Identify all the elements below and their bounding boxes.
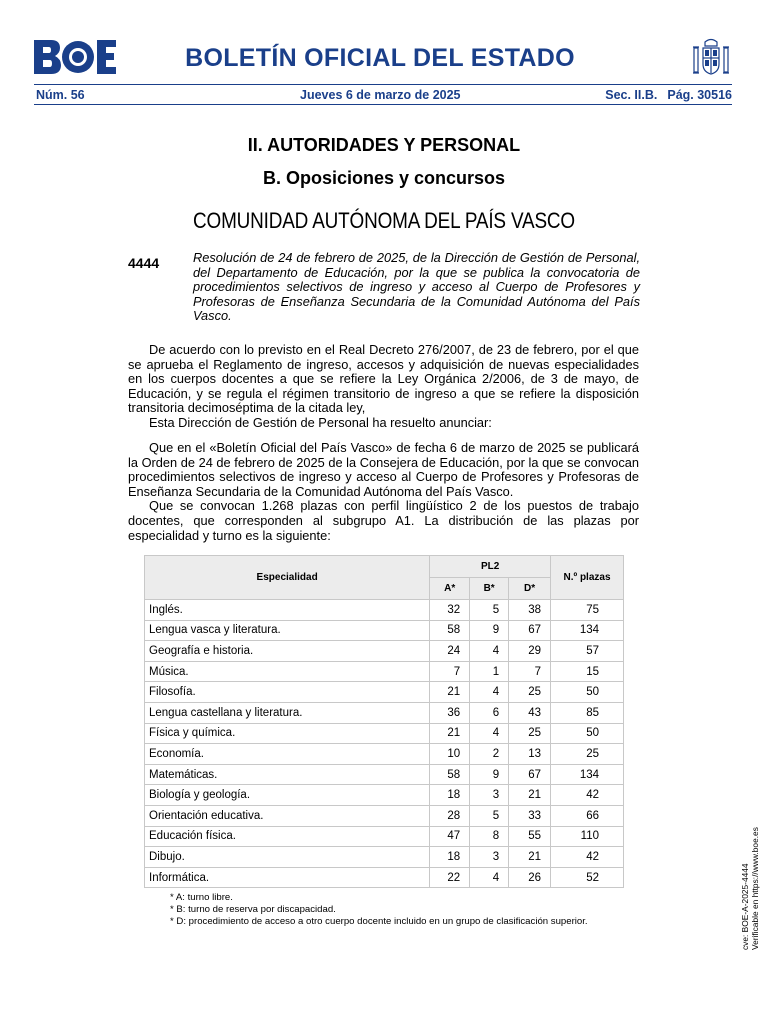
coat-of-arms-icon — [690, 38, 732, 80]
cell-especialidad: Lengua castellana y literatura. — [145, 702, 430, 723]
cell-especialidad: Física y química. — [145, 723, 430, 744]
cell-b: 3 — [470, 847, 509, 868]
cell-total: 134 — [551, 764, 624, 785]
cell-especialidad: Economía. — [145, 744, 430, 765]
header-a: A* — [430, 578, 470, 600]
cell-d: 26 — [509, 867, 551, 888]
cell-b: 3 — [470, 785, 509, 806]
cell-especialidad: Orientación educativa. — [145, 805, 430, 826]
body-block-2 — [128, 441, 639, 543]
section-page — [605, 88, 732, 102]
cell-d: 25 — [509, 682, 551, 703]
cell-d: 67 — [509, 764, 551, 785]
cell-a: 22 — [430, 867, 470, 888]
cell-b: 9 — [470, 764, 509, 785]
cell-total: 85 — [551, 702, 624, 723]
cell-total: 66 — [551, 805, 624, 826]
verify-link[interactable]: Verificable en https://www.boe.es — [750, 827, 760, 950]
table-row — [145, 867, 624, 888]
cell-b: 9 — [470, 620, 509, 641]
table-row — [145, 744, 624, 765]
cell-b: 5 — [470, 805, 509, 826]
cve-sidebar — [740, 827, 760, 950]
cell-b: 4 — [470, 682, 509, 703]
community-title: COMUNIDAD AUTÓNOMA DEL PAÍS VASCO — [193, 208, 575, 233]
cell-b: 6 — [470, 702, 509, 723]
cell-d: 13 — [509, 744, 551, 765]
cell-total: 110 — [551, 826, 624, 847]
cell-especialidad: Dibujo. — [145, 847, 430, 868]
cell-a: 24 — [430, 641, 470, 662]
cell-especialidad: Inglés. — [145, 600, 430, 621]
cell-especialidad: Filosofía. — [145, 682, 430, 703]
boe-logo — [34, 40, 116, 74]
header-pl2: PL2 — [430, 556, 551, 578]
cell-a: 28 — [430, 805, 470, 826]
cell-a: 58 — [430, 764, 470, 785]
cell-d: 67 — [509, 620, 551, 641]
cell-a: 36 — [430, 702, 470, 723]
issue-date: Jueves 6 de marzo de 2025 — [300, 88, 461, 102]
table-row — [145, 826, 624, 847]
cell-d: 21 — [509, 847, 551, 868]
table-row — [145, 620, 624, 641]
cell-total: 52 — [551, 867, 624, 888]
cell-b: 4 — [470, 641, 509, 662]
header-rule-bottom — [34, 104, 732, 105]
note: * A: turno libre. — [170, 892, 233, 903]
table-row — [145, 702, 624, 723]
header-rule-top — [34, 84, 732, 85]
cell-total: 134 — [551, 620, 624, 641]
cell-total: 15 — [551, 661, 624, 682]
cell-d: 55 — [509, 826, 551, 847]
note: * B: turno de reserva por discapacidad. — [170, 904, 336, 915]
body-block-1 — [128, 343, 639, 431]
paragraph: Esta Dirección de Gestión de Personal ha resuelto anunciar: — [149, 414, 492, 430]
plazas-table-body — [145, 600, 624, 888]
header-b: B* — [470, 578, 509, 600]
cell-especialidad: Informática. — [145, 867, 430, 888]
cell-total: 50 — [551, 682, 624, 703]
paragraph: Que en el «Boletín Oficial del País Vasco» de fecha 6 de marzo de 2025 se publicará la Orden de 24 de febrero de 2025 de la Consejera de Educación, por la que se convocan procedimientos selectivos de ingreso y acceso al Cuerpo de Profesores y Profesoras de Enseñanza Secundaria de la Comunidad Autónoma del País Vasco. — [128, 440, 639, 499]
table-row — [145, 600, 624, 621]
cve-code: cve: BOE-A-2025-4444 — [740, 863, 750, 950]
cell-especialidad: Geografía e historia. — [145, 641, 430, 662]
section-label: Sec. II.B. — [605, 88, 658, 102]
page-label: Pág. 30516 — [667, 88, 732, 102]
cell-a: 18 — [430, 785, 470, 806]
plazas-table — [144, 555, 624, 888]
cell-total: 50 — [551, 723, 624, 744]
section-title: II. AUTORIDADES Y PERSONAL — [247, 135, 521, 155]
cell-d: 25 — [509, 723, 551, 744]
cell-a: 32 — [430, 600, 470, 621]
cell-d: 29 — [509, 641, 551, 662]
cell-a: 18 — [430, 847, 470, 868]
table-row — [145, 661, 624, 682]
cell-especialidad: Matemáticas. — [145, 764, 430, 785]
cell-a: 7 — [430, 661, 470, 682]
paragraph: De acuerdo con lo previsto en el Real Decreto 276/2007, de 23 de febrero, por el que se aprueba el Reglamento de ingreso, accesos y adquisición de nuevas especialidades en los cuerpos docentes a que se refiere la Ley Orgánica 2/2006, de 3 de mayo, de Educación, y se regula el régimen transitorio de ingreso a que se refiere la disposición transitoria decimoséptima de la citada ley, — [128, 342, 639, 416]
cell-total: 42 — [551, 847, 624, 868]
cell-total: 75 — [551, 600, 624, 621]
cell-a: 47 — [430, 826, 470, 847]
table-notes — [170, 892, 588, 928]
header-especialidad: Especialidad — [145, 556, 430, 600]
cell-b: 4 — [470, 723, 509, 744]
header-d: D* — [509, 578, 551, 600]
cell-total: 25 — [551, 744, 624, 765]
cell-especialidad: Música. — [145, 661, 430, 682]
table-row — [145, 785, 624, 806]
table-row — [145, 682, 624, 703]
cell-b: 4 — [470, 867, 509, 888]
cell-a: 10 — [430, 744, 470, 765]
cell-d: 43 — [509, 702, 551, 723]
cell-a: 21 — [430, 682, 470, 703]
cell-especialidad: Biología y geología. — [145, 785, 430, 806]
cell-total: 42 — [551, 785, 624, 806]
table-row — [145, 847, 624, 868]
table-row — [145, 805, 624, 826]
header-total: N.º plazas — [551, 556, 624, 600]
resolution-summary: Resolución de 24 de febrero de 2025, de la Dirección de Gestión de Personal, del Departamento de Educación, por la que se publica la convocatoria de procedimientos selectivos de ingreso y acceso al Cuerpo de Profesores y Profesoras de Enseñanza Secundaria de la Comunidad Autónoma del País Vasco. — [193, 250, 640, 324]
resolution-number: 4444 — [128, 255, 160, 271]
paragraph: Que se convocan 1.268 plazas con perfil lingüístico 2 de los puestos de trabajo docentes, que corresponden al subgrupo A1. La distribución de las plazas por especialidad y turno es la siguiente: — [128, 498, 639, 543]
cell-d: 21 — [509, 785, 551, 806]
cell-a: 58 — [430, 620, 470, 641]
header-title: BOLETÍN OFICIAL DEL ESTADO — [185, 44, 575, 72]
cell-b: 2 — [470, 744, 509, 765]
table-row — [145, 641, 624, 662]
table-row — [145, 764, 624, 785]
issue-number: Núm. 56 — [36, 88, 85, 102]
cell-a: 21 — [430, 723, 470, 744]
cell-d: 7 — [509, 661, 551, 682]
cell-b: 1 — [470, 661, 509, 682]
cell-d: 38 — [509, 600, 551, 621]
cell-total: 57 — [551, 641, 624, 662]
table-row — [145, 723, 624, 744]
cell-d: 33 — [509, 805, 551, 826]
subsection-title: B. Oposiciones y concursos — [262, 168, 506, 188]
note: * D: procedimiento de acceso a otro cuerpo docente incluido en un grupo de clasificación superior. — [170, 916, 588, 927]
cell-especialidad: Lengua vasca y literatura. — [145, 620, 430, 641]
cell-b: 8 — [470, 826, 509, 847]
cell-especialidad: Educación física. — [145, 826, 430, 847]
cell-b: 5 — [470, 600, 509, 621]
